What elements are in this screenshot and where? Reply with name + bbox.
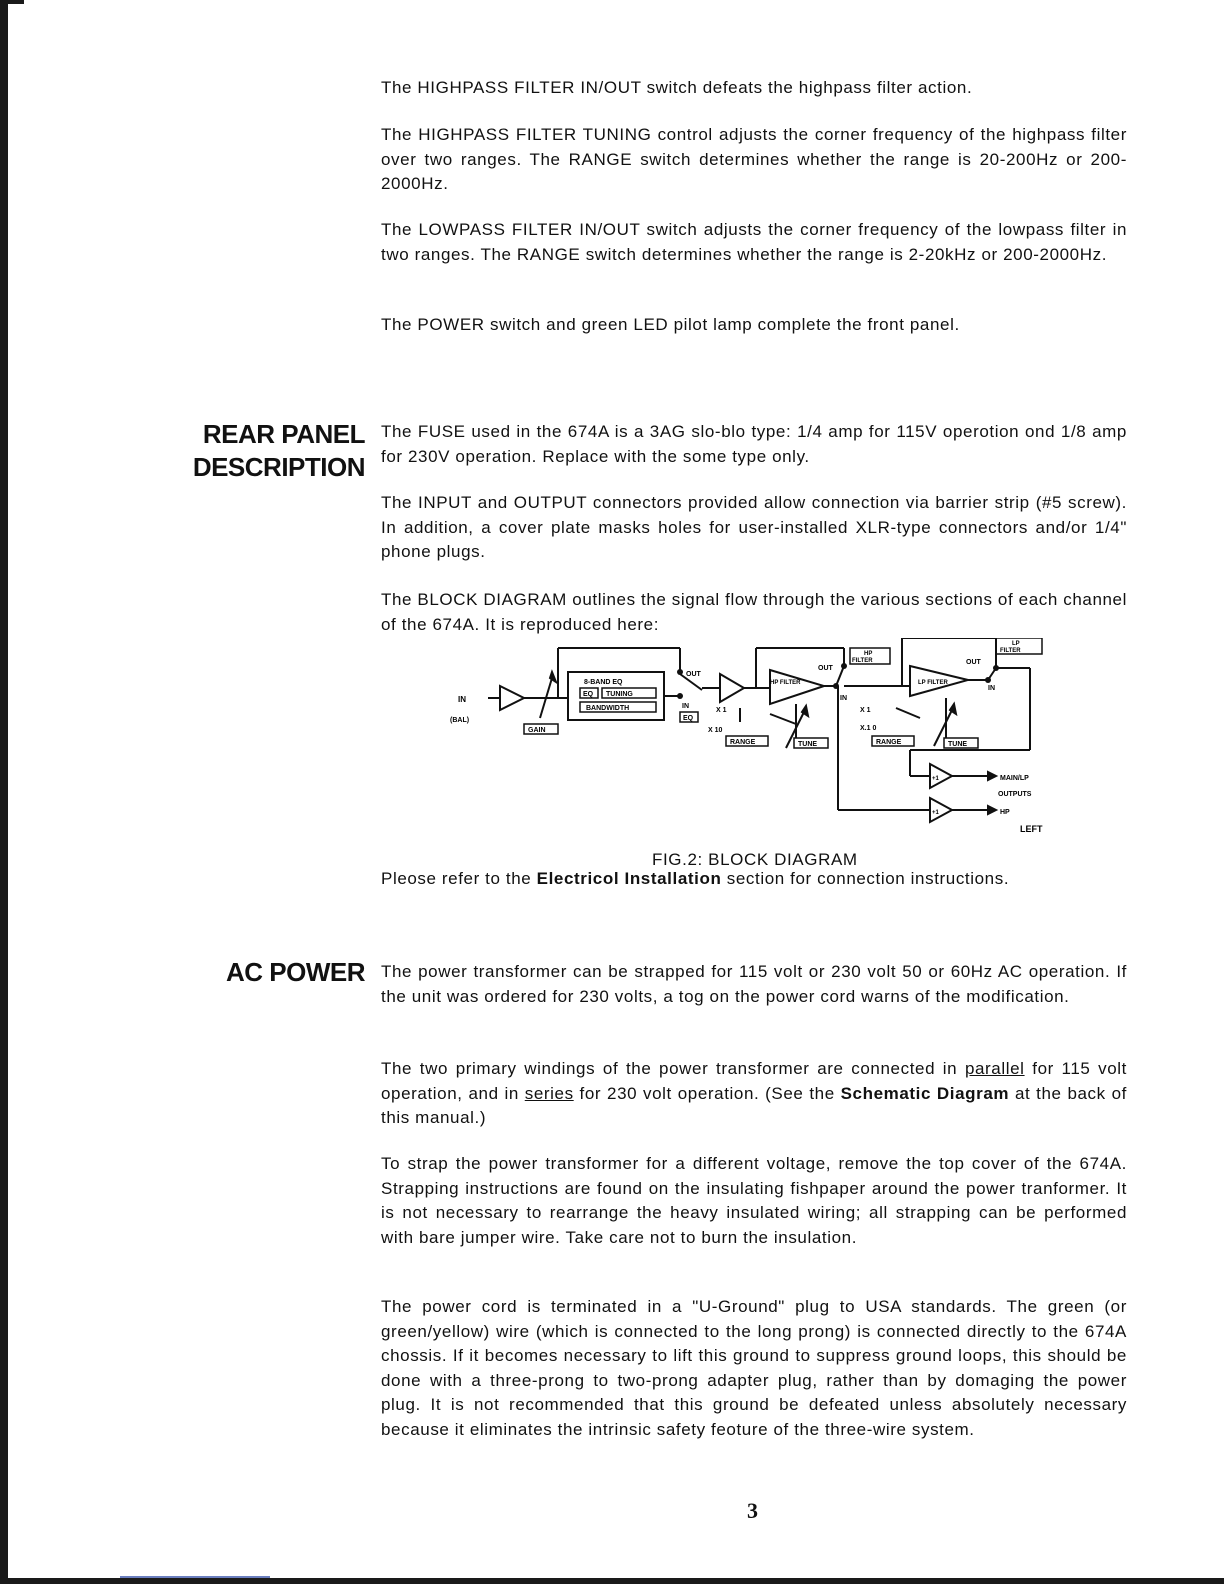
page-number: 3 <box>747 1498 758 1523</box>
diagram-label-lp-tag-2: FILTER <box>1000 648 1021 654</box>
diagram-label-bandwidth: BANDWIDTH <box>586 705 630 712</box>
fuse-paragraph: The FUSE used in the 674A is a 3AG slo-blo type: 1/4 amp for 115V operotion ond 1/8 amp for 230V operation. Replace with the some type only. <box>381 422 1127 466</box>
diagram-label-bal: (BAL) <box>450 717 470 724</box>
diagram-label-left: LEFT <box>1020 824 1043 834</box>
diagram-label-x1: X 1 <box>716 707 727 714</box>
series-term: series <box>524 1083 574 1103</box>
diagram-label-main-lp: MAIN/LP <box>1000 775 1029 782</box>
connectors-paragraph: The INPUT and OUTPUT connectors provided allow connection via barrier strip (#5 screw). In addition, a cover plate masks holes for user-installed XLR-type connectors and/or 1/4" phone plugs. <box>381 493 1127 561</box>
diagram-label-plus1-b: +1 <box>932 810 939 816</box>
block-diagram <box>440 638 1080 838</box>
windings-text-d: at the back of this manual.) <box>381 1083 1127 1127</box>
diagram-label-hp-in: IN <box>840 695 847 702</box>
diagram-label-tune: TUNE <box>798 741 818 748</box>
diagram-label-lp-filter-box: LP FILTER <box>918 680 948 686</box>
rear-panel-heading-line1: REAR PANEL <box>202 419 365 449</box>
diagram-label-hp-tag-2: FILTER <box>852 658 873 664</box>
highpass-tuning-paragraph: The HIGHPASS FILTER TUNING control adjusts the corner frequency of the highpass filter over two ranges. The RANGE switch determines whether the range is 20-200Hz or 200-2000Hz. <box>381 125 1127 193</box>
diagram-label-tune-b: TUNE <box>948 741 968 748</box>
diagram-label-eq: EQ <box>583 691 594 698</box>
diagram-label-in: IN <box>458 695 466 704</box>
power-switch-paragraph: The POWER switch and green LED pilot lamp complete the front panel. <box>381 315 960 334</box>
ac-strapping-paragraph: The power transformer can be strapped for 115 volt or 230 volt 50 or 60Hz AC operation. If the unit was ordered for 230 volts, a tog on the power cord warns of the modification. <box>381 962 1127 1006</box>
diagram-label-plus1-a: +1 <box>932 776 939 782</box>
refer-text-before: Pleose refer to the <box>381 869 537 888</box>
rear-panel-heading-line2: DESCRIPTION <box>192 452 365 482</box>
diagram-label-eq-title: 8-BAND EQ <box>584 679 623 686</box>
ac-power-heading: AC POWER <box>226 957 365 987</box>
scan-top-edge <box>0 0 24 4</box>
diagram-label-eq-out: OUT <box>686 671 701 678</box>
diagram-label-hp-tag-1: HP <box>864 651 873 657</box>
diagram-label-lp-in: IN <box>988 685 995 692</box>
diagram-label-hp-filter-box: HP FILTER <box>770 680 801 686</box>
scan-left-edge <box>0 0 8 1584</box>
refer-paragraph <box>381 867 1127 892</box>
parallel-term: parallel <box>964 1059 1025 1078</box>
windings-text-a: The two primary windings of the power transformer are connected in <box>381 1059 965 1078</box>
scan-bottom-edge <box>0 1578 1224 1584</box>
figure-caption: FIG.2: BLOCK DIAGRAM <box>652 850 858 869</box>
diagram-label-outputs: OUTPUTS <box>998 791 1032 798</box>
block-diagram-paragraph: The BLOCK DIAGRAM outlines the signal flow through the various sections of each channel of the 674A. It is reproduced here: <box>381 590 1127 634</box>
windings-paragraph <box>381 1057 1127 1131</box>
power-cord-paragraph: The power cord is terminated in a "U-Ground" plug to USA standards. The green (or green/yellow) wire (which is connected to the long prong) is connected directly to the 674A chossis. If it becomes necessary to lift this ground to suppress ground loops, this should be done with a three-prong to two-prong adapter plug, rather than by domaging the power plug. It is not recommended that this ground be defeated unless absolutely necessary because it eliminates the intrinsic safety feoture of the three-wire system. <box>381 1297 1127 1439</box>
strap-instructions-paragraph: To strap the power transformer for a different voltage, remove the top cover of the 674A. Strapping instructions are found on the insulating fishpaper around the power tranformer. It is not necessary to rearrange the heavy insulated wiring; all strapping can be performed with bare jumper wire. Take care not to burn the insulation. <box>381 1154 1127 1247</box>
diagram-label-eq-small: EQ <box>683 715 694 722</box>
diagram-label-range: RANGE <box>730 739 756 746</box>
diagram-label-range-b: RANGE <box>876 739 902 746</box>
electrical-installation-reference: Electricol Installation <box>536 869 722 888</box>
diagram-label-hp-out: OUT <box>818 665 833 672</box>
scan-bottom-mark <box>120 1576 270 1578</box>
highpass-inout-paragraph: The HIGHPASS FILTER IN/OUT switch defeats the highpass filter action. <box>381 78 973 97</box>
windings-text-b: for 115 volt operation, and in <box>381 1059 1127 1103</box>
diagram-label-gain: GAIN <box>528 727 546 734</box>
refer-text-after: section for connection instructions. <box>721 869 1010 888</box>
diagram-label-tuning: TUNING <box>606 691 633 698</box>
diagram-label-x1-b: X 1 <box>860 707 871 714</box>
diagram-label-x1-0-b: X.1 0 <box>860 725 877 732</box>
rear-panel-heading <box>193 418 365 484</box>
schematic-diagram-reference: Schematic Diagram <box>840 1083 1010 1103</box>
diagram-label-x10: X 10 <box>708 727 723 734</box>
diagram-label-lp-out: OUT <box>966 659 981 666</box>
lowpass-inout-paragraph: The LOWPASS FILTER IN/OUT switch adjusts the corner frequency of the lowpass filter in two ranges. The RANGE switch determines whether the range is 2-20kHz or 200-2000Hz. <box>381 220 1127 264</box>
diagram-label-eq-in: IN <box>682 703 689 710</box>
windings-text-c: for 230 volt operation. (See the <box>573 1083 841 1103</box>
diagram-label-hp: HP <box>1000 809 1010 816</box>
diagram-label-lp-tag-1: LP <box>1012 641 1020 647</box>
